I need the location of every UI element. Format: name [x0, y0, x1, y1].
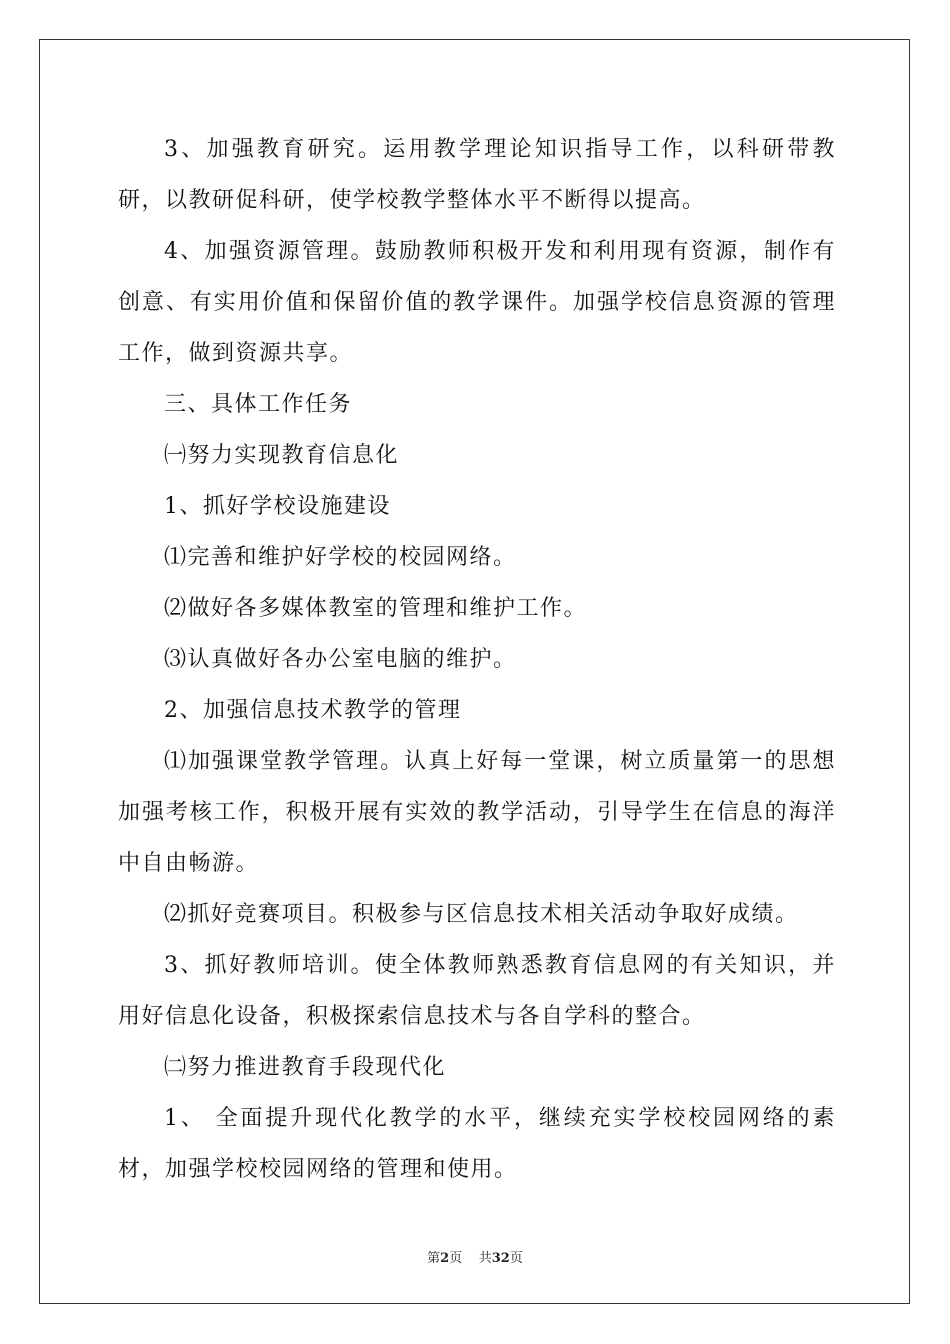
page-footer	[0, 1247, 950, 1266]
paragraph-research: 3、加强教育研究。运用教学理论知识指导工作，以科研带教研，以教研促科研，使学校教学整体水平不断得以提高。	[118, 137, 836, 213]
item-multimedia: ⑵做好各多媒体教室的管理和维护工作。	[164, 596, 588, 621]
paragraph-classroom: ⑴加强课堂教学管理。认真上好每一堂课，树立质量第一的思想加强考核工作，积极开展有实效的教学活动，引导学生在信息的海洋中自由畅游。	[118, 749, 836, 876]
paragraph-competition: ⑵抓好竞赛项目。积极参与区信息技术相关活动争取好成绩。	[164, 902, 799, 927]
section-heading-tasks: 三、具体工作任务	[164, 392, 353, 417]
item-it-teaching: 2、加强信息技术教学的管理	[164, 698, 462, 723]
item-network: ⑴完善和维护好学校的校园网络。	[164, 545, 517, 570]
item-facilities: 1、抓好学校设施建设	[164, 494, 391, 519]
total-pages: 32	[491, 1251, 510, 1266]
document-body	[118, 124, 836, 1195]
total-suffix: 页	[509, 1251, 523, 1266]
paragraph-resources: 4、加强资源管理。鼓励教师积极开发和利用现有资源，制作有创意、有实用价值和保留价值的教学课件。加强学校信息资源的管理工作，做到资源共享。	[118, 239, 836, 366]
total-prefix: 共	[478, 1251, 492, 1266]
page-suffix: 页	[449, 1251, 463, 1266]
paragraph-training: 3、抓好教师培训。使全体教师熟悉教育信息网的有关知识，并用好信息化设备，积极探索信息技术与各自学科的整合。	[118, 953, 836, 1029]
item-computers: ⑶认真做好各办公室电脑的维护。	[164, 647, 517, 672]
page-number: 2	[440, 1251, 450, 1266]
page-prefix: 第	[427, 1251, 441, 1266]
paragraph-modernization: 1、 全面提升现代化教学的水平，继续充实学校校园网络的素材，加强学校校园网络的管理和使用。	[118, 1106, 836, 1182]
subsection-heading-informatization: ㈠努力实现教育信息化	[164, 443, 400, 468]
subsection-heading-modernization: ㈡努力推进教育手段现代化	[164, 1055, 447, 1080]
